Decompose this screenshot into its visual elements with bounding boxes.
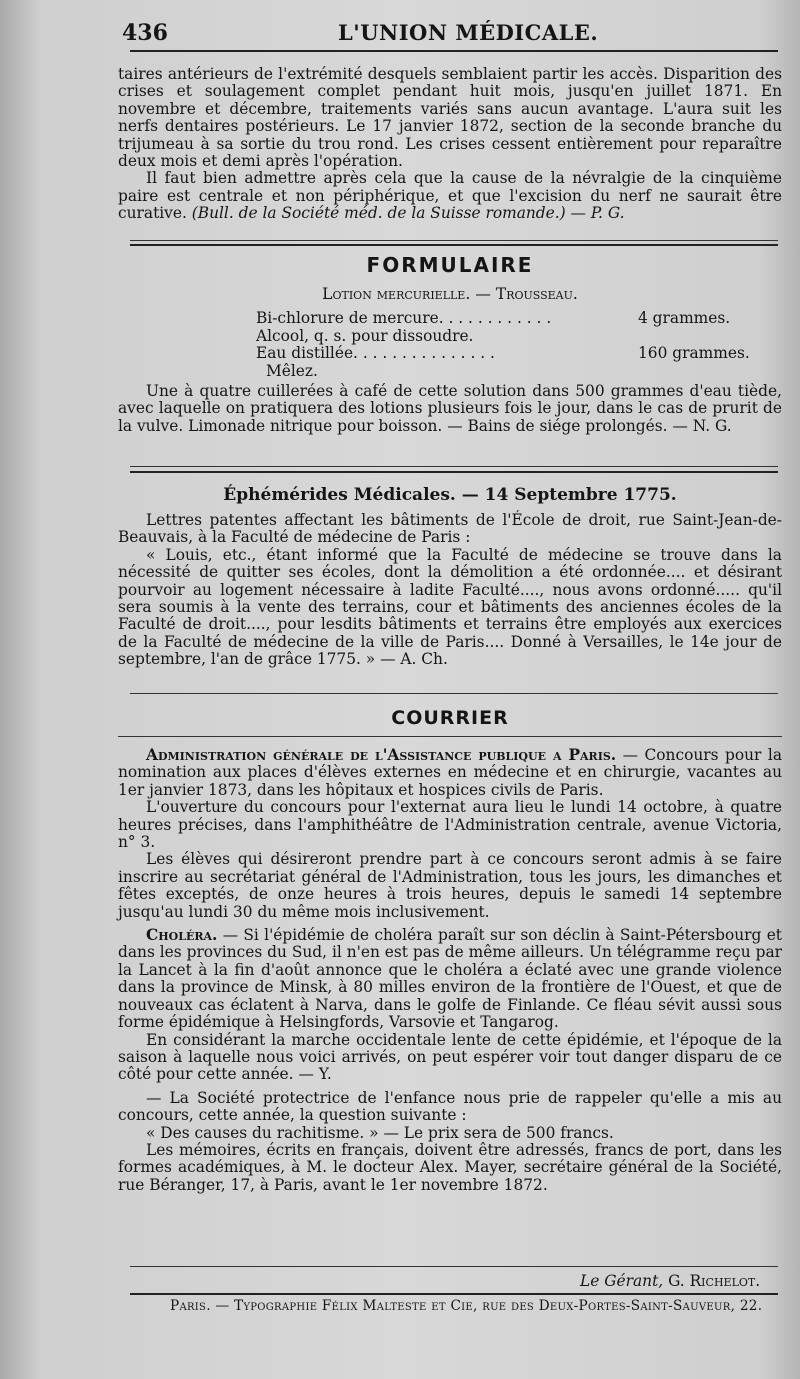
courrier-heading: COURRIER bbox=[391, 707, 509, 729]
courrier-paragraph: « Des causes du rachitisme. » — Le prix sera de 500 francs. bbox=[146, 1123, 614, 1142]
ingredient-row bbox=[138, 363, 778, 380]
ingredient-name: Alcool, q. s. pour dissoudre. bbox=[256, 326, 474, 345]
ingredient-list bbox=[118, 310, 782, 380]
ephemerides-paragraph: « Louis, etc., étant informé que la Faculté de médecine se trouve dans la nécessité de quitter ses écoles, dont la démolition a été ordonnée.... et désirant pourvoir au logement nécessaire à ladite Faculté...., nous avons ordonné..... qu'il sera soumis à la vente des terrains, cour et bâtiments des anciennes écoles de la Faculté de droit...., pour lesdits bâtiments et terrains être employés aux exercices de la Faculté de médecine de la ville de Paris.... Donné à Versailles, le 14e jour de septembre, l'an de grâce 1775. » — A. Ch. bbox=[118, 545, 782, 669]
courrier-paragraph: Les élèves qui désireront prendre part à ce concours seront admis à se faire inscrire au secrétariat général de l'Administration, tous les jours, les dimanches et fêtes exceptés, de onze heures à trois heures, depuis le samedi 14 septembre jusqu'au lundi 30 du même mois inclusivement. bbox=[118, 850, 782, 921]
formulaire-subtitle: Lotion mercurielle. — Trousseau. bbox=[322, 285, 578, 303]
ingredient-row bbox=[138, 345, 778, 362]
ingredient-quantity bbox=[638, 363, 778, 380]
page-number: 436 bbox=[122, 20, 168, 46]
section-rule bbox=[130, 240, 778, 241]
running-title: L'UNION MÉDICALE. bbox=[338, 20, 599, 45]
ingredient-name: Eau distillée. . . . . . . . . . . . . . . bbox=[256, 344, 495, 363]
courrier-paragraph bbox=[118, 927, 782, 1031]
intro-source: (Bull. de la Société méd. de la Suisse romande.) — P. G. bbox=[191, 204, 625, 223]
ingredient-name: Mêlez. bbox=[266, 361, 318, 380]
signature-label: Le Gérant, bbox=[580, 1272, 664, 1290]
formulaire-section bbox=[118, 252, 782, 435]
header-rule bbox=[130, 50, 778, 52]
ingredient-quantity bbox=[638, 328, 778, 345]
courrier-paragraph: L'ouverture du concours pour l'externat aura lieu le lundi 14 octobre, à quatre heures précises, dans l'amphithéâtre de l'Administration centrale, avenue Victoria, n° 3. bbox=[118, 798, 782, 852]
ingredient-row bbox=[138, 328, 778, 345]
courrier-section bbox=[118, 706, 782, 1194]
signature-name: G. Richelot. bbox=[668, 1272, 761, 1290]
ingredient-row bbox=[138, 310, 778, 327]
courrier-paragraph bbox=[118, 747, 782, 799]
section-rule bbox=[130, 471, 778, 473]
signature bbox=[580, 1272, 760, 1290]
courrier-paragraph: — La Société protectrice de l'enfance nous prie de rappeler qu'elle a mis au concours, cette année, la question suivante : bbox=[118, 1088, 782, 1125]
ephemerides-heading: Éphémérides Médicales. — 14 Septembre 1775. bbox=[223, 485, 677, 505]
courrier-lead: Choléra. bbox=[146, 926, 218, 945]
courrier-paragraph: En considérant la marche occidentale lente de cette épidémie, et l'époque de la saison à laquelle nous voici arrivés, on peut espérer voir tout danger disparu de ce côté pour cette année. — Y. bbox=[118, 1030, 782, 1084]
intro-section bbox=[118, 66, 782, 223]
courrier-rule bbox=[118, 736, 782, 737]
courrier-text: — Si l'épidémie de choléra paraît sur son déclin à Saint-Pétersbourg et dans les provinces du Sud, il n'en est pas de même ailleurs. Un télégramme reçu par la Lancet à la fin d'août annonce que le choléra a éclaté avec une grande violence dans la province de Minsk, à 80 milles environ de la frontière de l'Ouest, et que de nouveaux cas éclatent à Narva, dans le golfe de Finlande. Ce fléau sévit aussi sous forme épidémique à Helsingfords, Varsovie et Tangarog. bbox=[118, 926, 782, 1032]
section-rule bbox=[130, 244, 778, 246]
intro-conclusion bbox=[118, 170, 782, 222]
ephemerides-paragraph: Lettres patentes affectant les bâtiments de l'École de droit, rue Saint-Jean-de-Beauvais, à la Faculté de médecine de Paris : bbox=[118, 511, 782, 547]
signature-rule bbox=[130, 1266, 778, 1267]
footer-rule bbox=[130, 1293, 778, 1295]
section-rule bbox=[130, 693, 778, 694]
courrier-lead: Administration générale de l'Assistance publique a Paris. bbox=[146, 746, 617, 764]
intro-conclusion-text: Il faut bien admettre après cela que la cause de la névralgie de la cinquième paire est centrale et non périphérique, et que l'excision du nerf ne saurait être curative. bbox=[118, 169, 782, 223]
courrier-text: — Concours pour la nomination aux places d'élèves externes en médecine et en chirurgie, vacantes au 1er janvier 1873, dans les hôpitaux et hospices civils de Paris. bbox=[118, 746, 782, 799]
printer-footer: Paris. — Typographie Félix Malteste et Cie, rue des Deux-Portes-Saint-Sauveur, 22. bbox=[170, 1298, 763, 1314]
ephemerides-section bbox=[118, 484, 782, 669]
ingredient-quantity: 160 grammes. bbox=[638, 344, 750, 363]
section-rule bbox=[130, 466, 778, 467]
formulaire-heading: FORMULAIRE bbox=[366, 253, 534, 277]
ingredient-quantity: 4 grammes. bbox=[638, 309, 731, 328]
ingredient-name: Bi-chlorure de mercure. . . . . . . . . . . . bbox=[256, 309, 552, 328]
courrier-paragraph: Les mémoires, écrits en français, doivent être adressés, francs de port, dans les formes académiques, à M. le docteur Alex. Mayer, secrétaire général de la Société, rue Béranger, 17, à Paris, avant le 1er novembre 1872. bbox=[118, 1140, 782, 1194]
intro-paragraph: taires antérieurs de l'extrémité desquels semblaient partir les accès. Disparition des crises et soulagement complet pendant huit mois, jusqu'en juillet 1871. En novembre et décembre, traitements variés sans aucun avantage. L'aura suit les nerfs dentaires postérieurs. Le 17 janvier 1872, section de la seconde branche du trijumeau à sa sortie du trou rond. Les crises cessent entièrement pour reparaître deux mois et demi après l'opération. bbox=[118, 65, 782, 171]
formulaire-instructions: Une à quatre cuillerées à café de cette solution dans 500 grammes d'eau tiède, avec laquelle on pratiquera des lotions plusieurs fois le jour, dans le cas de prurit de la vulve. Limonade nitrique pour boisson. — Bains de siége prolongés. — N. G. bbox=[118, 382, 782, 435]
